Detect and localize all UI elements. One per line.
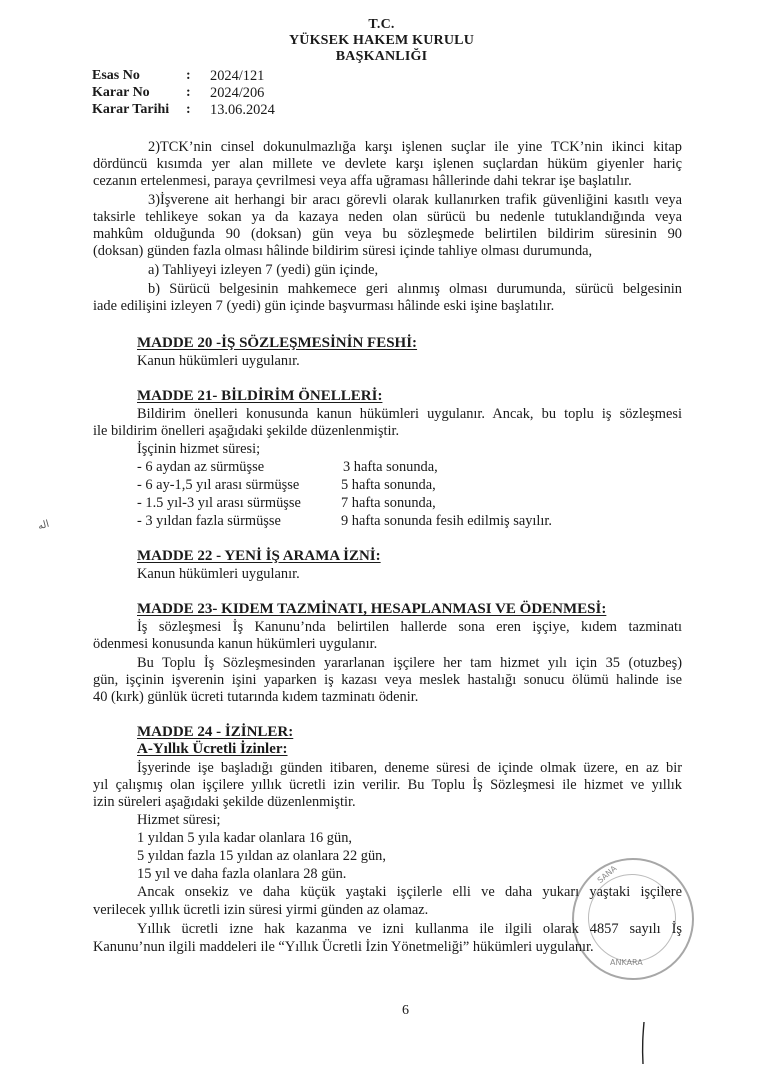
karar-value: 2024/206 [210,85,265,101]
p2-line3: cezanın ertelenmesi, paraya çevrilmesi veya affa uğraması hâllerinde dahi tekrar işe başlatılır. [93,173,632,189]
p3-line1: 3)İşverene ait herhangi bir aracı görevli olarak kullanırken trafik güvenliğini kasıtlı veya [148,192,682,208]
p2-line2: dördüncü kısımda yer alan millete ve devlete karşı işlenen suçlardan hüküm giyenler hariç [93,156,682,172]
header-presidency: BAŞKANLIĞI [335,49,428,64]
madde-23-line3: Bu Toplu İş Sözleşmesinden yararlanan işçilere her tam hizmet yılı için 35 (otuzbeş) [137,655,682,671]
notice-row-label: - 1.5 yıl-3 yıl arası sürmüşse [137,495,301,511]
header-institution: YÜKSEK HAKEM KURULU [288,33,475,48]
esas-label: Esas No [92,68,140,83]
madde-24-line4: Hizmet süresi; [137,812,221,828]
header-tc: T.C. [368,17,395,32]
karar-sep: : [186,85,191,100]
page-number: 6 [402,1003,409,1018]
madde-24-line6: 5 yıldan fazla 15 yıldan az olanlara 22 gün, [137,848,386,864]
esas-value: 2024/121 [210,68,265,84]
madde-23-line1: İş sözleşmesi İş Kanunu’nda belirtilen hallerde sona eren işçiye, kıdem tazminatı [137,619,682,635]
madde-21-line1: Bildirim önelleri konusunda kanun hükümleri uygulanır. Ancak, bu toplu iş sözleşmesi [137,406,682,422]
p3-item-b-line2: iade edilişini izleyen 7 (yedi) gün içinde başvurması hâlinde eski işine başlatılır. [93,298,555,314]
notice-row-value: 9 hafta sonunda fesih edilmiş sayılır. [341,513,553,529]
p3-line2: taksirle tehlikeye sokan ya da kazaya neden olan sürücü bu nedenle tutuklandığında veya [93,209,682,225]
madde-23-line4: gün, işçinin işverenin işini yaparken iş kazası veya meslek hastalığı sonucu ölümü halinde ise [93,672,682,688]
tarih-label: Karar Tarihi [92,102,170,117]
notice-row-label: - 6 ay-1,5 yıl arası sürmüşse [137,477,300,493]
notice-row-label: - 3 yıldan fazla sürmüşse [137,513,281,529]
madde-23-line5: 40 (kırk) günlük ücreti tutarında kıdem tazminatı ödenir. [93,689,419,705]
madde-24-line5: 1 yıldan 5 yıla kadar olanlara 16 gün, [137,830,352,846]
p3-line3: mahkûm olduğunda 90 (doksan) gün veya bu sözleşmede belirtilen bildirim süresinin 90 [93,226,682,242]
madde-24-line3: izin süreleri aşağıdaki şekilde düzenlenmiştir. [93,794,356,810]
stamp-inner-ring [588,874,676,962]
margin-note: اله [36,518,51,533]
madde-24-subtitle: A-Yıllık Ücretli İzinler: [137,741,288,757]
madde-20-title: MADDE 20 -İŞ SÖZLEŞMESİNİN FESHİ: [137,335,418,351]
madde-24-line9: verilecek yıllık ücretli izin süresi yirmi günden az olamaz. [93,902,429,918]
p2-line1: 2)TCK’nin cinsel dokunulmazlığa karşı işlenen suçlar ile yine TCK’nin ikinci kitap [148,139,682,155]
madde-21-line3: İşçinin hizmet süresi; [137,441,261,457]
official-stamp [572,858,694,980]
tarih-value: 13.06.2024 [210,102,275,118]
notice-row-value: 3 hafta sonunda, [343,459,438,475]
notice-row-label: - 6 aydan az sürmüşse [137,459,265,475]
madde-22-title: MADDE 22 - YENİ İŞ ARAMA İZNİ: [137,548,381,564]
madde-23-title: MADDE 23- KIDEM TAZMİNATI, HESAPLANMASI VE ÖDENMESİ: [137,601,607,617]
madde-24-line8: Ancak onsekiz ve daha küçük yaştaki işçilerle elli ve daha yukarı yaştaki işçilere [137,884,682,900]
stamp-bottom-text: ANKARA [610,958,643,967]
madde-24-line2: yıl çalışmış olan işçilere yıllık ücretli izin verilir. Bu Toplu İş Sözleşmesi ile hizmet ve yıllık [93,777,682,793]
madde-21-title: MADDE 21- BİLDİRİM ÖNELLERİ: [137,388,383,404]
madde-24-line10: Yıllık ücretli izne hak kazanma ve izni kullanma ile ilgili olarak 4857 sayılı İş [137,921,682,937]
madde-22-text: Kanun hükümleri uygulanır. [137,566,300,582]
p3-line4: (doksan) günden fazla olması hâlinde bildirim süresi içinde tahliye olması durumunda, [93,243,593,259]
karar-label: Karar No [92,85,150,100]
stamp-top-text: SANA [595,863,619,886]
tarih-sep: : [186,102,191,117]
madde-24-line1: İşyerinde işe başladığı günden itibaren, deneme süresi de içinde olmak üzere, en az bir [137,760,682,776]
notice-row-value: 7 hafta sonunda, [341,495,436,511]
esas-sep: : [186,68,191,83]
madde-24-title: MADDE 24 - İZİNLER: [137,724,294,740]
notice-row-value: 5 hafta sonunda, [341,477,436,493]
handwritten-mark [638,1020,648,1066]
madde-21-line2: ile bildirim önelleri aşağıdaki şekilde düzenlenmiştir. [93,423,400,439]
madde-24-line11: Kanunu’nun ilgili maddeleri ile “Yıllık Ücretli İzin Yönetmeliği” hükümleri uygulanır. [93,939,594,955]
madde-20-text: Kanun hükümleri uygulanır. [137,353,300,369]
madde-24-line7: 15 yıl ve daha fazla olanlara 28 gün. [137,866,347,882]
p3-item-a: a) Tahliyeyi izleyen 7 (yedi) gün içinde, [148,262,379,278]
p3-item-b-line1: b) Sürücü belgesinin mahkemece geri alınmış olması durumunda, sürücü belgesinin [148,281,682,297]
madde-23-line2: ödenmesi konusunda kanun hükümleri uygulanır. [93,636,378,652]
